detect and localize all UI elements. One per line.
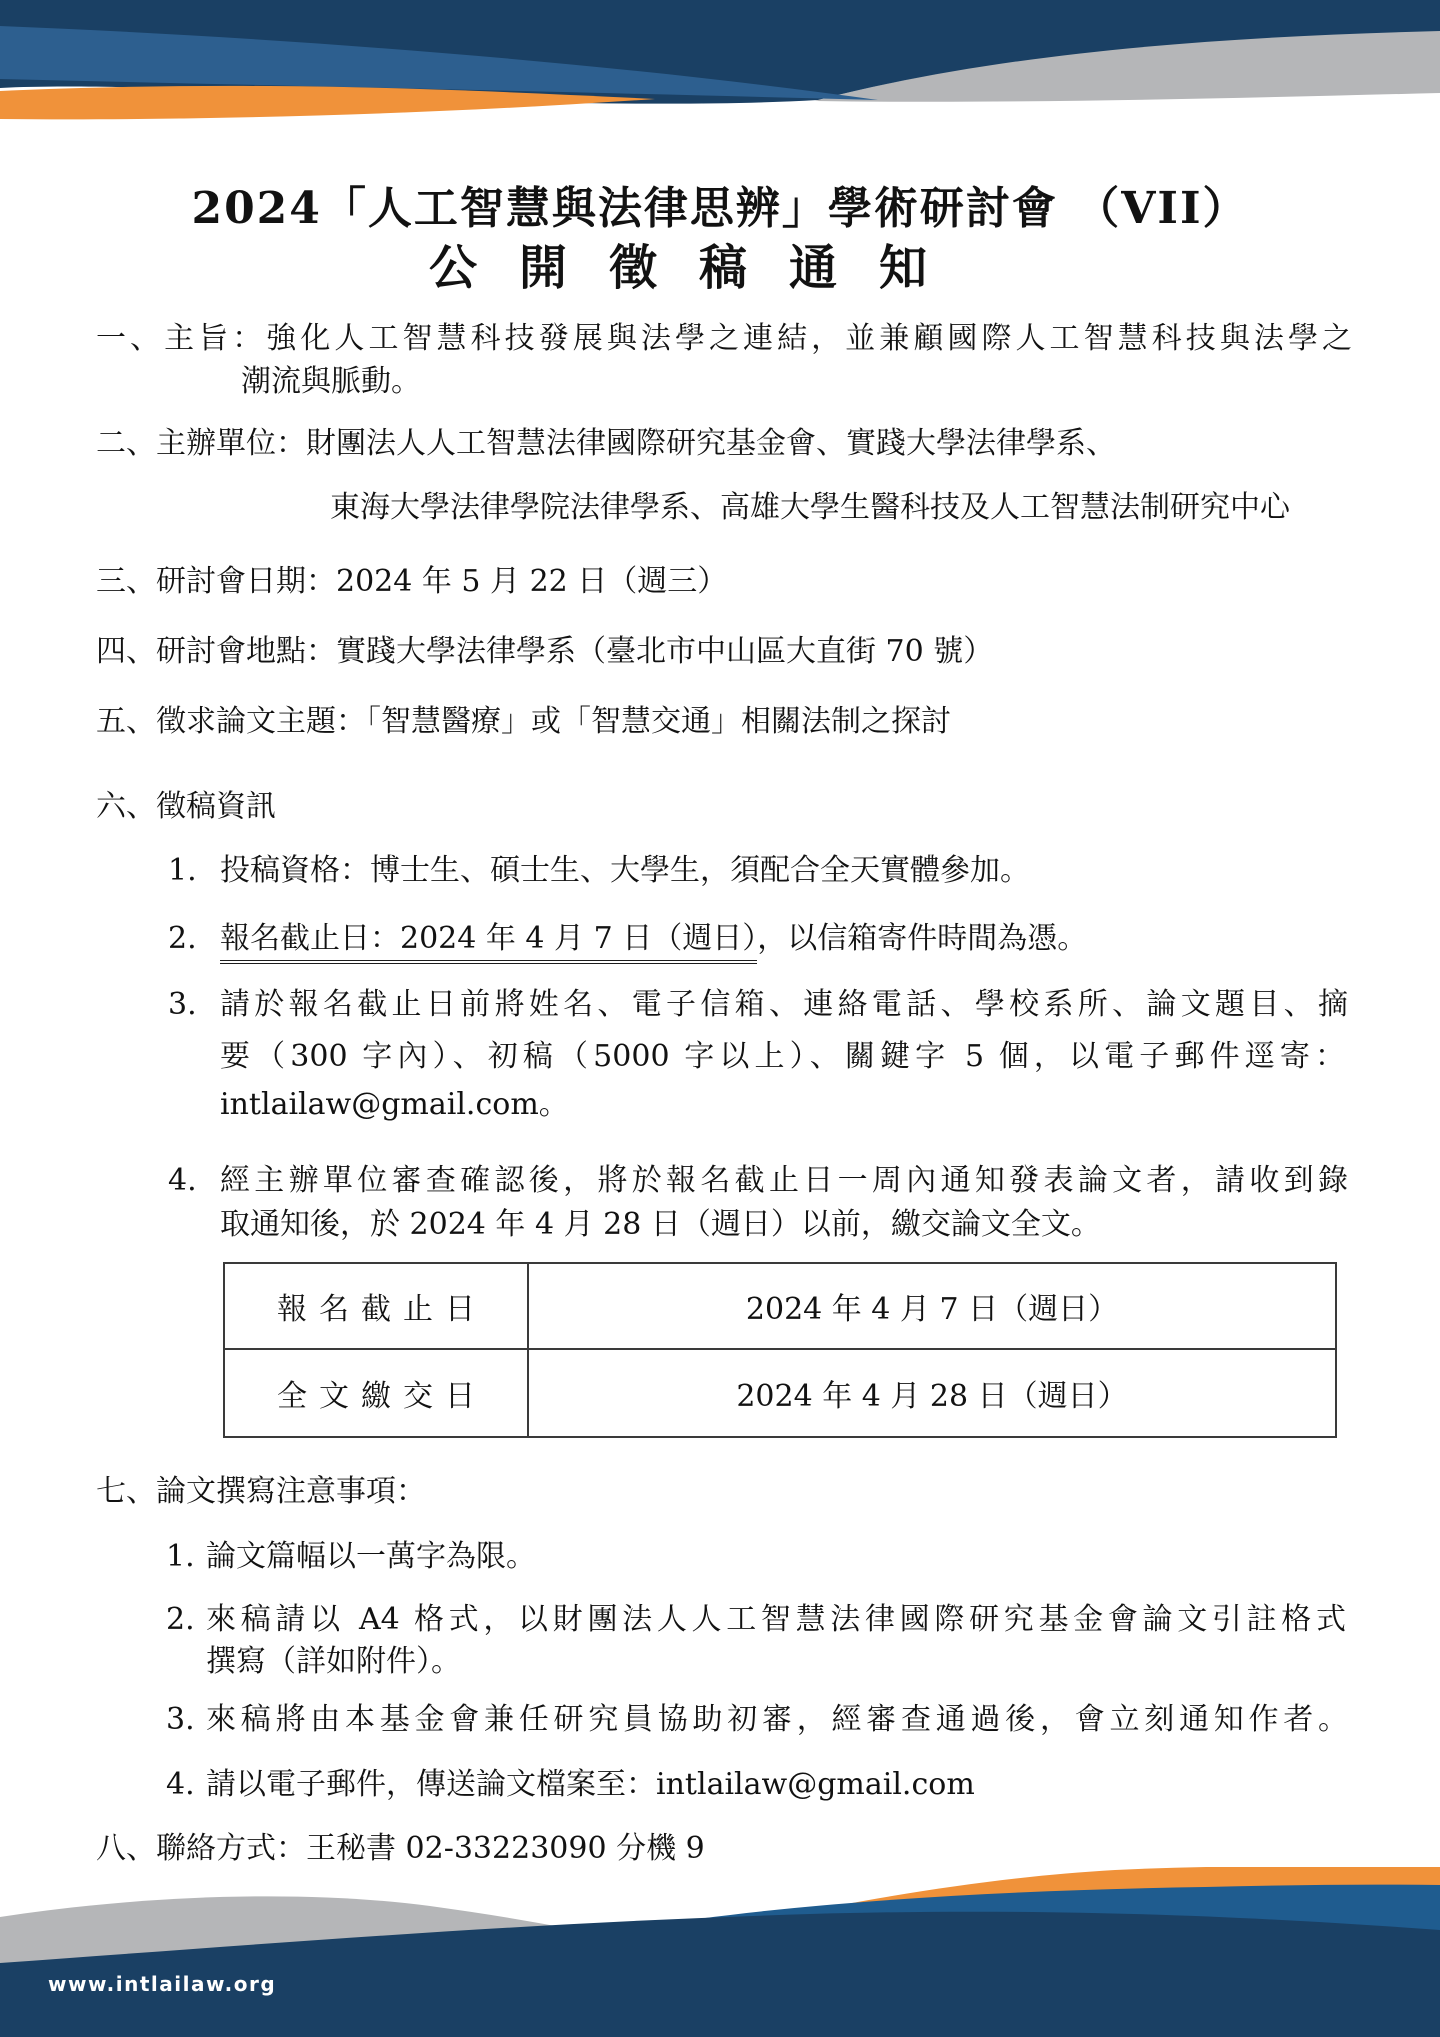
table-cell-fulltext-deadline-value: 2024 年 4 月 28 日（週日） — [529, 1350, 1335, 1436]
section-3-date: 三、研討會日期：2024 年 5 月 22 日（週三） — [96, 564, 728, 599]
section-2-line-2: 東海大學法律學院法律學系、高雄大學生醫科技及人工智慧法制研究中心 — [330, 490, 1290, 525]
item-6-3-line-3-email: intlailaw@gmail.com。 — [220, 1087, 569, 1122]
item-7-2-line-1: 來稿請以 A4 格式，以財團法人人工智慧法律國際研究基金會論文引註格式 — [206, 1602, 1346, 1637]
item-6-2-text — [220, 920, 1087, 958]
section-2-line-1: 二、主辦單位：財團法人人工智慧法律國際研究基金會、實踐大學法律學系、 — [96, 426, 1116, 461]
footer-banner — [0, 1867, 1440, 2037]
item-6-4-number: 4. — [168, 1163, 197, 1198]
item-7-2-line-2: 撰寫（詳如附件）。 — [206, 1644, 461, 1679]
item-7-1-number: 1. — [166, 1539, 195, 1574]
table-cell-registration-deadline-value: 2024 年 4 月 7 日（週日） — [529, 1264, 1335, 1350]
section-8-contact: 八、聯絡方式：王秘書 02-33223090 分機 9 — [96, 1831, 705, 1866]
section-6-heading: 六、徵稿資訊 — [96, 789, 276, 824]
page-subtitle: 公開徵稿通知 — [428, 240, 969, 296]
section-7-heading: 七、論文撰寫注意事項： — [96, 1474, 426, 1509]
footer-url: www.intlailaw.org — [48, 1972, 277, 1996]
section-1-line-2: 潮流與脈動。 — [241, 364, 421, 399]
item-6-3-number: 3. — [168, 987, 197, 1022]
item-7-3-number: 3. — [166, 1702, 195, 1737]
item-6-2-number: 2. — [168, 921, 197, 956]
item-7-4-text: 請以電子郵件，傳送論文檔案至：intlailaw@gmail.com — [206, 1767, 975, 1802]
table-cell-registration-deadline-label: 報名截止日 — [225, 1264, 529, 1350]
item-7-4-number: 4. — [166, 1767, 195, 1802]
deadline-table — [223, 1262, 1337, 1438]
registration-deadline-underlined: 報名截止日：2024 年 4 月 7 日（週日） — [220, 921, 757, 964]
item-6-1-text: 投稿資格：博士生、碩士生、大學生，須配合全天實體參加。 — [220, 853, 1030, 888]
item-6-2-text-rest: ，以信箱寄件時間為憑。 — [757, 921, 1088, 956]
item-6-3-line-2: 要（300 字內）、初稿（5000 字以上）、關鍵字 5 個，以電子郵件逕寄： — [220, 1039, 1345, 1074]
section-4-location: 四、研討會地點：實踐大學法律學系（臺北市中山區大直街 70 號） — [96, 634, 994, 669]
item-7-2-number: 2. — [166, 1602, 195, 1637]
item-6-4-line-1: 經主辦單位審查確認後，將於報名截止日一周內通知發表論文者，請收到錄 — [220, 1163, 1348, 1198]
item-6-1-number: 1. — [168, 853, 197, 888]
page-title: 2024「人工智慧與法律思辨」學術研討會 （VII） — [191, 183, 1249, 234]
section-5-topic: 五、徵求論文主題：「智慧醫療」或「智慧交通」相關法制之探討 — [96, 704, 951, 739]
item-7-3-text: 來稿將由本基金會兼任研究員協助初審，經審查通過後，會立刻通知作者。 — [206, 1702, 1348, 1737]
section-1-line-1: 一、主旨：強化人工智慧科技發展與法學之連結，並兼顧國際人工智慧科技與法學之 — [96, 321, 1352, 356]
table-cell-fulltext-deadline-label: 全文繳交日 — [225, 1350, 529, 1436]
item-6-3-line-1: 請於報名截止日前將姓名、電子信箱、連絡電話、學校系所、論文題目、摘 — [220, 987, 1348, 1022]
item-7-1-text: 論文篇幅以一萬字為限。 — [206, 1539, 536, 1574]
item-6-4-line-2: 取通知後，於 2024 年 4 月 28 日（週日）以前，繳交論文全文。 — [220, 1207, 1101, 1242]
header-banner — [0, 0, 1440, 125]
